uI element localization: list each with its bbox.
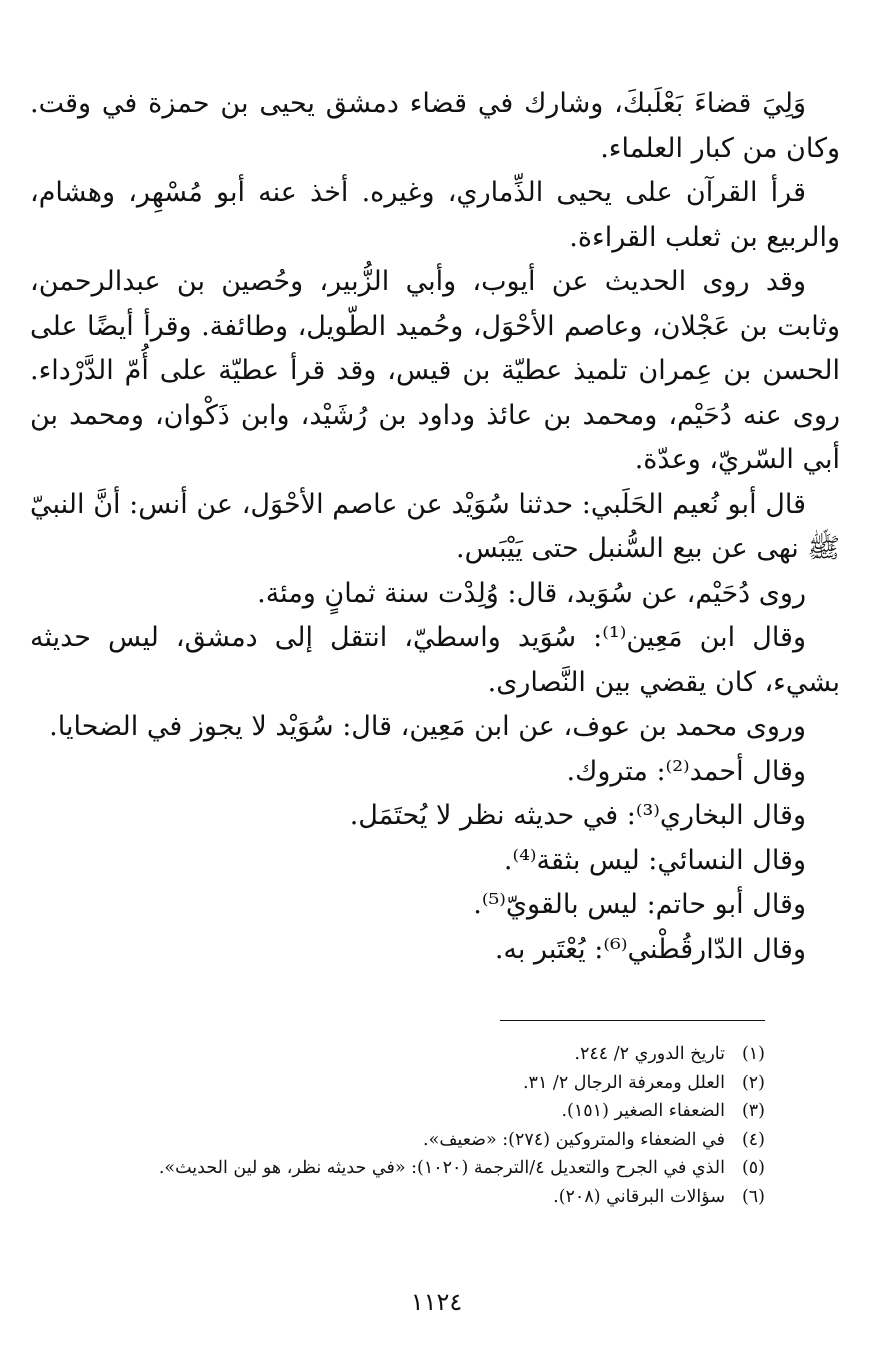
footnotes-list bbox=[65, 1040, 765, 1211]
footnote bbox=[65, 1183, 765, 1212]
footnote-text: تاريخ الدوري ٢/ ٢٤٤. bbox=[574, 1044, 725, 1064]
footnote-text: الضعفاء الصغير (١٥١). bbox=[561, 1101, 725, 1121]
footnote-text: الذي في الجرح والتعديل ٤/الترجمة (١٠٢٠): «في حديثه نظر، هو لين الحديث». bbox=[158, 1158, 725, 1178]
page-number: ١١٢٤ bbox=[410, 1288, 463, 1316]
quote-line: وقال الدّارقُطْني⁽⁶⁾: يُعْتَبر به. bbox=[494, 933, 806, 965]
paragraph: وروى محمد بن عوف، عن ابن مَعِين، قال: سُوَيْد لا يجوز في الضحايا. bbox=[49, 711, 806, 742]
paragraph: قال أبو نُعيم الحَلَبي: حدثنا سُوَيْد عن عاصم الأحْوَل، عن أنس: أنَّ النبيّ ﷺ نهى عن بيع السُّنبل حتى يَيْبَس. bbox=[30, 488, 840, 564]
footnote-number: (٢) bbox=[741, 1072, 765, 1093]
paragraph: قرأ القرآن على يحيى الذِّماري، وغيره. أخذ عنه أبو مُسْهِر، وهشام، والربيع بن ثعلب القراءة. bbox=[30, 177, 840, 253]
footnote-divider bbox=[500, 1020, 765, 1021]
footnote-number: (٣) bbox=[741, 1101, 765, 1121]
footnote-number: (١) bbox=[741, 1044, 765, 1064]
quote-line: وقال النسائي: ليس بثقة⁽⁴⁾. bbox=[503, 844, 806, 876]
footnote-text: العلل ومعرفة الرجال ٢/ ٣١. bbox=[522, 1072, 725, 1093]
footnote bbox=[65, 1069, 765, 1098]
quote-line: وقال البخاري⁽³⁾: في حديثه نظر لا يُحتَمَل. bbox=[349, 800, 806, 831]
footnote bbox=[65, 1097, 765, 1126]
main-text bbox=[30, 82, 840, 972]
footnote bbox=[65, 1126, 765, 1155]
footnote-number: (٦) bbox=[741, 1186, 765, 1207]
quote-line: وقال أحمد⁽²⁾: متروك. bbox=[566, 755, 806, 787]
paragraph: وقال ابن مَعِين⁽¹⁾: سُوَيد واسطيّ، انتقل إلى دمشق، ليس حديثه بشيء، كان يقضي بين النَّصارى. bbox=[30, 622, 840, 698]
paragraph: وَلِيَ قضاءَ بَعْلَبكَ، وشارك في قضاء دمشق يحيى بن حمزة في وقت. وكان من كبار العلماء. bbox=[30, 88, 840, 164]
footnote-text: سؤالات البرقاني (٢٠٨). bbox=[553, 1186, 725, 1207]
footnote-number: (٥) bbox=[741, 1158, 765, 1178]
paragraph: وقد روى الحديث عن أيوب، وأبي الزُّبير، وحُصين بن عبدالرحمن، وثابت بن عَجْلان، وعاصم الأحْوَل، وحُميد الطّويل، وطائفة. وقرأ أيضًا على الحسن بن عِمران تلميذ عطيّة بن قيس، وقد قرأ عطيّة على أُمّ الدَّرْداء. روى عنه دُحَيْم، ومحمد بن عائذ وداود بن رُشَيْد، وابن ذَكْوان، ومحمد بن أبي السّريّ، وعدّة. bbox=[30, 266, 840, 475]
quote-line: وقال أبو حاتم: ليس بالقويّ⁽⁵⁾. bbox=[473, 889, 806, 920]
paragraph: روى دُحَيْم، عن سُوَيد، قال: وُلِدْت سنة ثمانٍ ومئة. bbox=[257, 577, 806, 609]
footnote-text: في الضعفاء والمتروكين (٢٧٤): «ضعيف». bbox=[423, 1129, 725, 1150]
footnote bbox=[65, 1040, 765, 1069]
footnote-number: (٤) bbox=[741, 1129, 765, 1150]
footnote bbox=[65, 1154, 765, 1183]
